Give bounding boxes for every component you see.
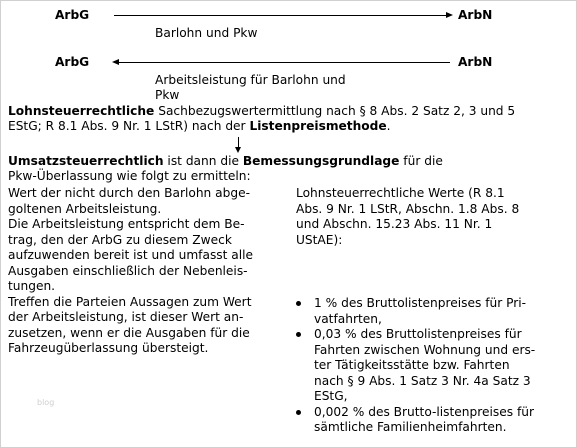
- arrow-left: [118, 62, 450, 63]
- lohnsteuer-period: .: [386, 119, 391, 133]
- umsatzsteuer-text-2: Pkw-Überlassung wie folgt zu ermitteln:: [8, 169, 251, 183]
- left-column: [8, 186, 288, 357]
- bullet-dot-icon: [296, 410, 301, 415]
- left-line: goltenen Arbeitsleistung.: [8, 201, 162, 216]
- umsatzsteuer-text-mid: ist dann die: [163, 154, 243, 168]
- lohnsteuer-text-1: Sachbezugswertermittlung nach § 8 Abs. 2 Satz 2, 3 und 5: [154, 104, 516, 118]
- listenpreismethode-bold: Listenpreismethode: [249, 119, 387, 133]
- bemessungsgrundlage-bold: Bemessungsgrundlage: [242, 154, 400, 168]
- left-line: der Arbeitsleistung, ist dieser Wert an-: [8, 310, 244, 324]
- listenpreis-bullet-list: [292, 296, 572, 436]
- umsatzsteuer-paragraph: [8, 154, 574, 184]
- watermark: blog: [37, 398, 55, 407]
- bullet-line: 1 % des Bruttolistenpreises für Pri-: [314, 296, 527, 310]
- arbeitsleistung-label-line1: Arbeitsleistung für Barlohn und: [155, 73, 346, 87]
- arbg-label-2: ArbG: [55, 55, 90, 69]
- bullet-line: sämtliche Familienheimfahrten.: [314, 420, 507, 434]
- right-line: Lohnsteuerrechtliche Werte (R 8.1: [296, 186, 505, 200]
- arbg-label-1: ArbG: [55, 8, 90, 22]
- left-line: tungen.: [8, 279, 56, 293]
- bullet-line: EStG,: [314, 389, 348, 403]
- bullet-line: 0,002 % des Brutto-listenpreises für: [314, 404, 534, 419]
- bullet-line: vatfahrten,: [314, 311, 382, 326]
- right-column: [296, 186, 574, 248]
- lohnsteuer-text-2: EStG; R 8.1 Abs. 9 Nr. 1 LStR) nach der: [8, 119, 250, 133]
- arbn-label-1: ArbN: [458, 8, 493, 22]
- right-line: Abs. 9 Nr. 1 LStR, Abschn. 1.8 Abs. 8: [296, 201, 520, 216]
- bullet-line: Fahrten zwischen Wohnung und ers-: [314, 342, 536, 357]
- left-line: Fahrzeugüberlassung übersteigt.: [8, 341, 209, 355]
- list-item: [292, 327, 572, 405]
- left-line: trag, den der ArbG zu diesem Zweck: [8, 232, 232, 247]
- left-line: zusetzen, wenn er die Ausgaben für die: [8, 325, 250, 340]
- arbn-label-2: ArbN: [458, 55, 493, 69]
- umsatzsteuer-text-end: für die: [399, 154, 443, 168]
- left-line: aufzuwenden bereit ist und umfasst alle: [8, 248, 254, 262]
- bullet-line: nach § 9 Abs. 1 Satz 3 Nr. 4a Satz 3: [314, 373, 531, 388]
- barlohn-label: Barlohn und Pkw: [155, 26, 258, 40]
- right-line: UStAE):: [296, 232, 343, 247]
- list-item: [292, 296, 572, 327]
- left-line: Die Arbeitsleistung entspricht dem Be-: [8, 217, 245, 231]
- arrow-right-head: [446, 12, 453, 18]
- bullet-dot-icon: [296, 332, 301, 337]
- down-arrow-head: [235, 147, 241, 153]
- list-item: [292, 405, 572, 436]
- left-line: Wert der nicht durch den Barlohn abge-: [8, 186, 250, 200]
- bullet-dot-icon: [296, 301, 301, 306]
- left-line: Treffen die Parteien Aussagen zum Wert: [8, 294, 252, 309]
- lohnsteuer-bold: Lohnsteuerrechtliche: [8, 104, 155, 118]
- bullet-line: ter Tätigkeitsstätte bzw. Fahrten: [314, 358, 510, 372]
- arrow-right: [114, 15, 448, 16]
- right-line: und Abschn. 15.23 Abs. 11 Nr. 1: [296, 217, 493, 231]
- lohnsteuer-paragraph: [8, 104, 574, 134]
- umsatzsteuer-bold: Umsatzsteuerrechtlich: [8, 154, 164, 168]
- arbeitsleistung-label-line2: Pkw: [155, 88, 180, 102]
- bullet-line: 0,03 % des Bruttolistenpreises für: [314, 327, 522, 341]
- left-line: Ausgaben einschließlich der Nebenleis-: [8, 263, 248, 278]
